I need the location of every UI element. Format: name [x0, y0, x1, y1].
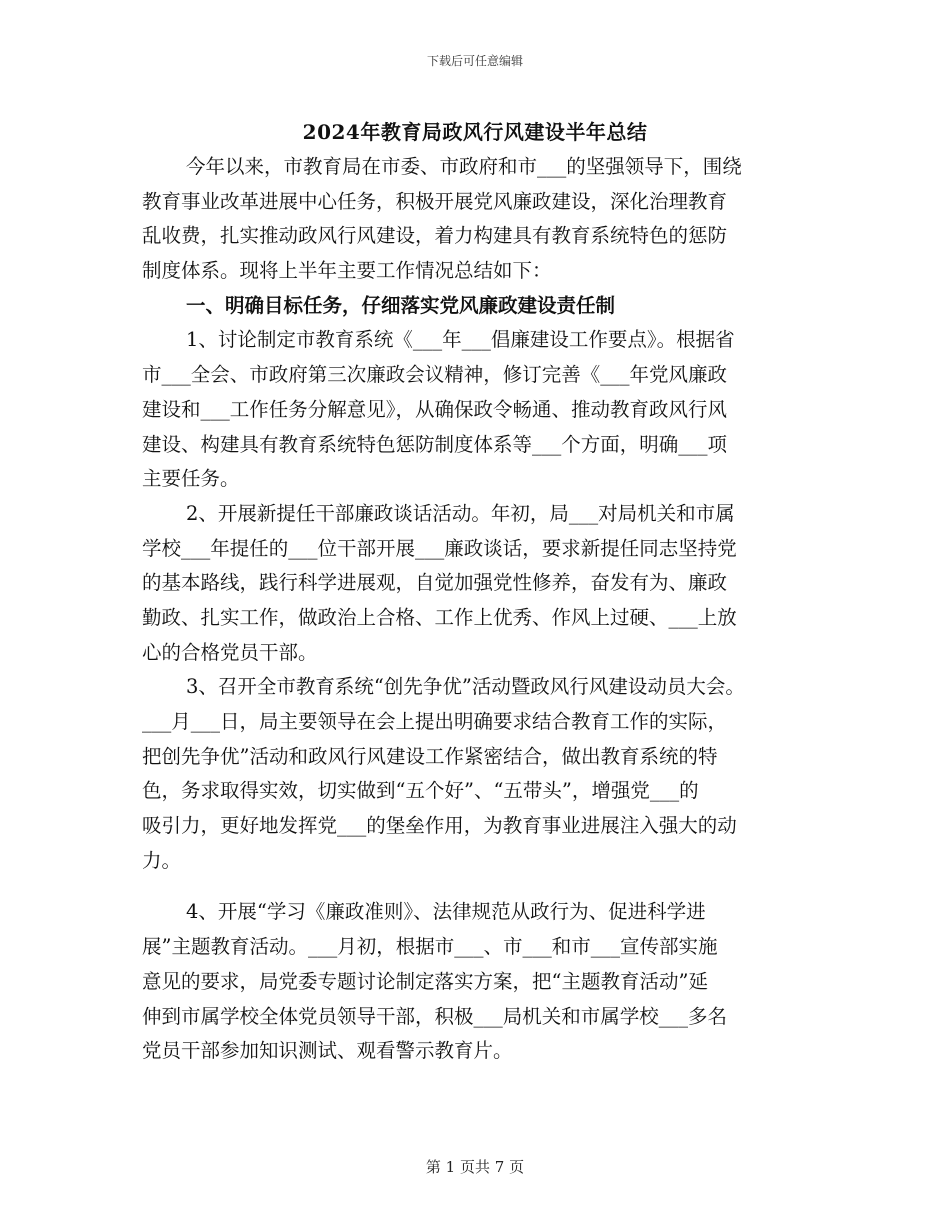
text-line: 的基本路线，践行科学进展观，自觉加强党性修养，奋发有为、廉政 — [142, 571, 728, 595]
text-line: 2、开展新提任干部廉政谈话活动。年初，局___对局机关和市属 — [186, 501, 735, 525]
text-line: 伸到市属学校全体党员领导干部，积极___局机关和市属学校___多名 — [142, 1004, 728, 1028]
item-paragraph-2 — [142, 497, 812, 670]
item-paragraph-1 — [142, 323, 812, 496]
text-line: 3、召开全市教育系统“创先争优”活动暨政风行风建设动员大会。 — [186, 675, 745, 699]
text-line: 4、开展“学习《廉政准则》、法律规范从政行为、促进科学进 — [186, 900, 706, 924]
text-line: 建设和___工作任务分解意见》，从确保政令畅通、推动教育政风行风 — [142, 397, 728, 421]
intro-paragraph — [142, 150, 812, 289]
paragraph-gap — [142, 878, 812, 895]
text-line: 建设、构建具有教育系统特色惩防制度体系等___个方面，明确___项 — [142, 432, 728, 456]
text-line: 乱收费，扎实推动政风行风建设，着力构建具有教育系统特色的惩防 — [142, 224, 728, 248]
text-line: 学校___年提任的___位干部开展___廉政谈话，要求新提任同志坚持党 — [142, 536, 737, 560]
item-paragraph-3 — [142, 670, 812, 878]
text-line: 市___全会、市政府第三次廉政会议精神，修订完善《___年党风廉政 — [142, 363, 728, 387]
text-line: 吸引力，更好地发挥党___的堡垒作用，为教育事业进展注入强大的动 — [142, 814, 737, 838]
text-line: 心的合格党员干部。 — [142, 640, 318, 664]
item-paragraph-4 — [142, 895, 812, 1068]
text-line: 勤政、扎实工作，做政治上合格、工作上优秀、作风上过硬、___上放 — [142, 605, 737, 629]
document-body — [142, 150, 812, 1069]
text-line: 色，务求取得实效，切实做到“五个好”、“五带头”，增强党___的 — [142, 779, 699, 803]
text-line: 意见的要求，局党委专题讨论制定落实方案，把“主题教育活动”延 — [142, 969, 708, 993]
text-line: 党员干部参加知识测试、观看警示教育片。 — [142, 1039, 513, 1063]
text-line: 今年以来，市教育局在市委、市政府和市___的坚强领导下，围绕 — [186, 155, 742, 178]
text-line: 制度体系。现将上半年主要工作情况总结如下： — [142, 259, 552, 283]
text-line: 力。 — [142, 848, 182, 872]
page-header-note: 下载后可任意编辑 — [426, 54, 523, 68]
text-line: 展”主题教育活动。___月初，根据市___、市___和市___宣传部实施 — [142, 935, 718, 959]
text-line: 主要任务。 — [142, 467, 240, 491]
text-line: 把创先争优”活动和政风行风建设工作紧密结合，做出教育系统的特 — [142, 744, 718, 768]
text-line: ___月___日，局主要领导在会上提出明确要求结合教育工作的实际， — [142, 710, 728, 733]
section-heading: 一、明确目标任务，仔细落实党风廉政建设责任制 — [186, 293, 616, 317]
text-line: 1、讨论制定市教育系统《___年___倡廉建设工作要点》。根据省 — [186, 328, 735, 352]
page-number: 第 1 页共 7 页 — [425, 1158, 525, 1176]
text-line: 教育事业改革进展中心任务，积极开展党风廉政建设，深化治理教育 — [142, 189, 728, 213]
document-title: 2024年教育局政风行风建设半年总结 — [302, 120, 648, 144]
